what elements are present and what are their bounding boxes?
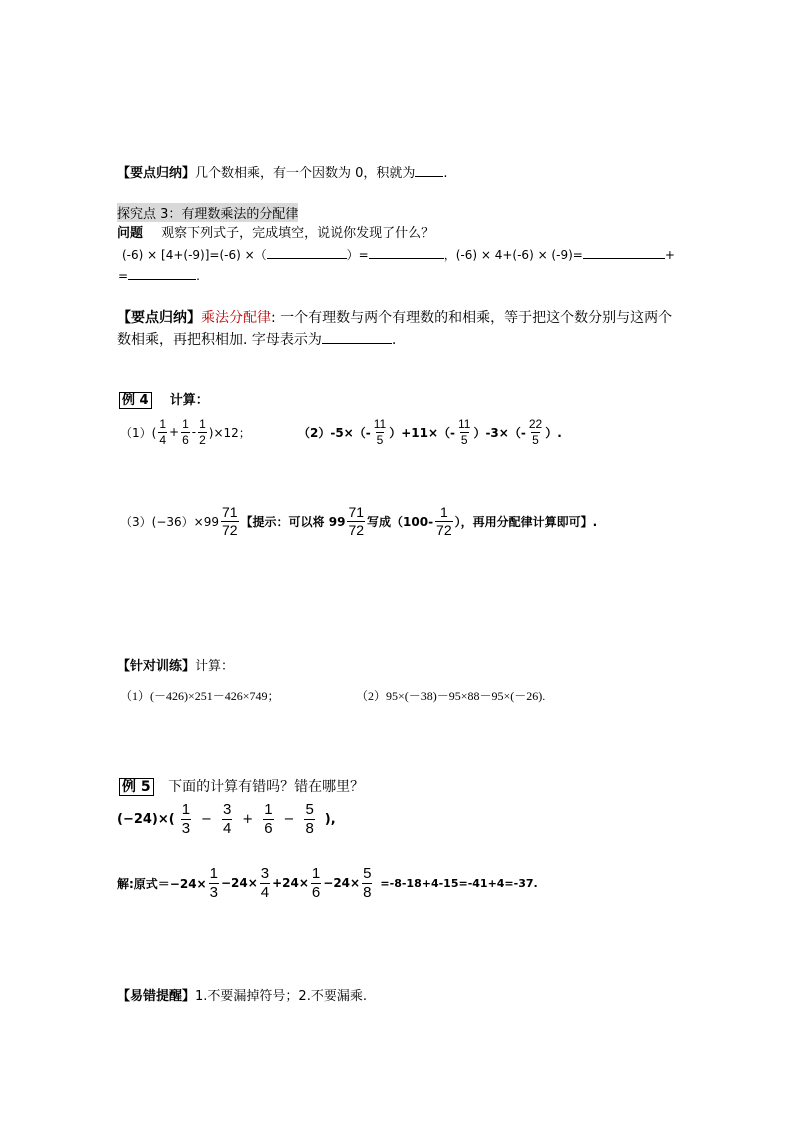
key-point-1: 【要点归纳】几个数相乘，有一个因数为 0，积就为 . <box>117 162 448 181</box>
fraction: $\frac{11}{5}$ <box>457 417 471 447</box>
key-point-heading: 【要点归纳】 <box>117 166 196 181</box>
key-point-2-cont: 数相乘，再把积相加. 字母表示为 . <box>117 332 397 348</box>
answer-blank[interactable] <box>415 163 443 177</box>
reminder-text: 1.不要漏掉符号；2.不要漏乘. <box>195 989 367 1004</box>
reminder-heading: 【易错提醒】 <box>117 989 196 1004</box>
distributive-example: (-6) × [4+(-9)]=(-6) ×（ ）= ，(-6) × 4+(-6) × (-9)= + <box>122 245 675 263</box>
example-4-problem-2: （2）-5×（- $\frac{11}{5}$ ）+11×（- $\frac{11}{5}$ ）-3×（- $\frac{22}{5}$ ）. <box>298 417 562 447</box>
practice-problem-2: （2）95×(－38)－95×88－95×(－26). <box>356 689 546 703</box>
example-title: 下面的计算有错吗？错在哪里？ <box>168 779 365 795</box>
answer-blank[interactable] <box>583 245 665 259</box>
fraction: $\frac{71}{72}$ <box>348 504 365 538</box>
example-label: 例 5 <box>119 778 154 796</box>
key-point-text: 几个数相乘，有一个因数为 0，积就为 <box>195 166 416 181</box>
fraction: $\frac{11}{5}$ <box>373 417 387 447</box>
fraction: $\frac{1}{3}$ <box>209 865 218 901</box>
practice-problem-1: （1）(－426)×251－426×749； <box>120 689 280 703</box>
answer-blank[interactable] <box>369 245 444 259</box>
fraction: $\frac{1}{72}$ <box>436 504 452 538</box>
fraction: $\frac{1}{3}$ <box>181 801 191 837</box>
fraction: $\frac{1}{6}$ <box>311 865 321 901</box>
distributive-example-cont: = . <box>118 266 200 283</box>
key-point-2: 【要点归纳】乘法分配律: 一个有理数与两个有理数的和相乘，等于把这个数分别与这两个 <box>117 310 673 326</box>
practice-heading: 【针对训练】 <box>117 659 196 674</box>
example-4-problem-1: （1）( $\frac{1}{4}$ + $\frac{1}{6}$ - $\frac{1}{2}$ )×12； <box>120 417 251 447</box>
fraction: $\frac{1}{6}$ <box>182 417 189 447</box>
example-5-solution: 解:原式＝−24× $\frac{1}{3}$ −24× $\frac{3}{4}$ +24× $\frac{1}{6}$ −24× $\frac{5}{8}$ =-8-18+4-15=-41+4=-37. <box>117 865 538 901</box>
example-5-expression: (−24)×( $\frac{1}{3}$ − $\frac{3}{4}$ + $\frac{1}{6}$ − $\frac{5}{8}$ ), <box>117 801 336 837</box>
question-label: 问题 <box>117 226 144 241</box>
answer-blank[interactable] <box>128 266 196 280</box>
example-label: 例 4 <box>119 392 152 409</box>
answer-blank[interactable] <box>322 330 392 344</box>
practice-header: 【针对训练】计算： <box>117 659 235 674</box>
explore-point-title: 探究点 3：有理数乘法的分配律 <box>117 203 298 222</box>
example-4-problem-3: （3）(−36）×99 $\frac{71}{72}$ 【提示：可以将 99 $\frac{71}{72}$ 写成（100- $\frac{1}{72}$ ），再用分配律计算即可】. <box>120 504 598 538</box>
fraction: $\frac{1}{2}$ <box>199 417 206 447</box>
key-point-heading: 【要点归纳】 <box>117 310 201 326</box>
error-reminder <box>117 985 367 1004</box>
fraction: $\frac{1}{4}$ <box>159 417 167 447</box>
fraction: $\frac{3}{4}$ <box>260 865 270 901</box>
distributive-law-term: 乘法分配律 <box>201 310 271 326</box>
fraction: $\frac{3}{4}$ <box>222 801 232 837</box>
question-text: 观察下列式子，完成填空，说说你发现了什么？ <box>161 226 435 241</box>
example-4-header <box>119 389 209 408</box>
answer-blank[interactable] <box>267 245 347 259</box>
fraction: $\frac{1}{6}$ <box>264 801 273 837</box>
fraction: $\frac{71}{72}$ <box>221 504 238 538</box>
question-line <box>117 222 434 241</box>
example-title: 计算： <box>169 393 209 408</box>
example-5-header <box>119 776 364 796</box>
fraction: $\frac{22}{5}$ <box>528 417 543 447</box>
fraction: $\frac{5}{8}$ <box>363 865 372 901</box>
fraction: $\frac{5}{8}$ <box>305 801 314 837</box>
